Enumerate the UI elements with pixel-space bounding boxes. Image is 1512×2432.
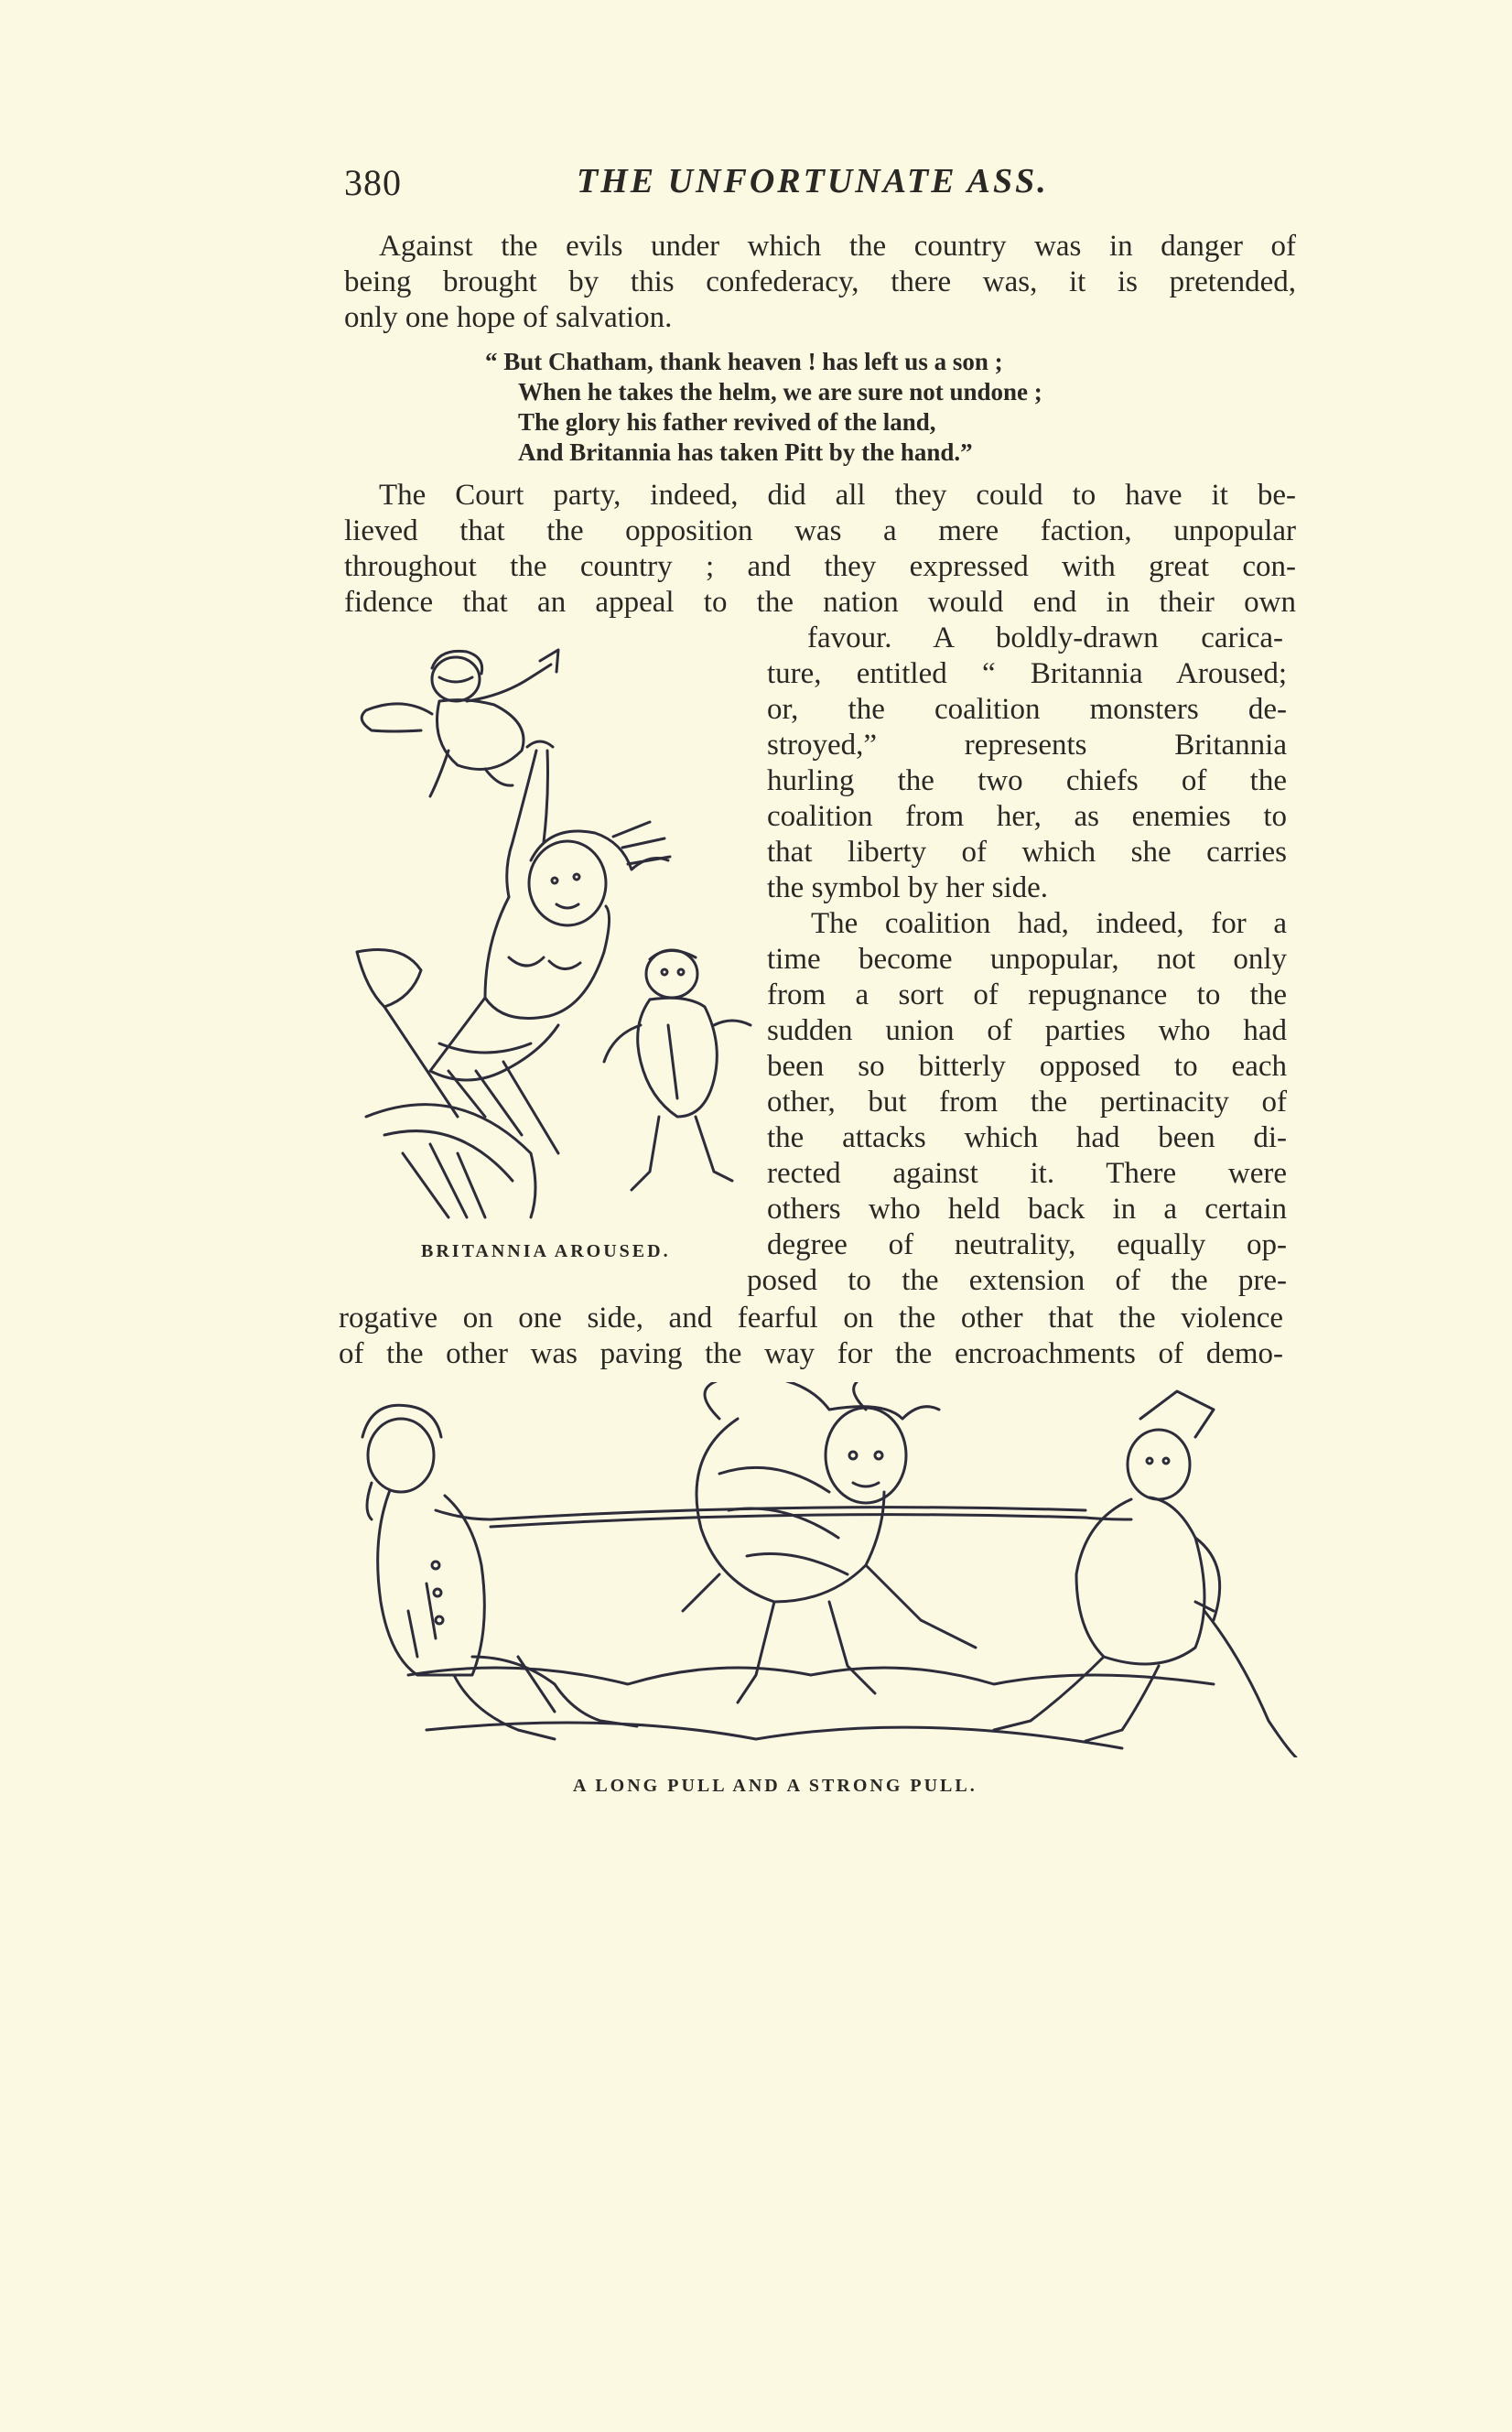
text-line: coalition from her, as enemies to: [767, 800, 1287, 833]
text-line: of the other was paving the way for the encroachments of demo-: [339, 1337, 1283, 1370]
text-line: being brought by this confederacy, there was, it is pretended,: [344, 265, 1296, 298]
long-pull-caption: A LONG PULL AND A STRONG PULL.: [573, 1776, 977, 1796]
text-line: or, the coalition monsters de-: [767, 693, 1287, 726]
verse-line: The glory his father revived of the land,: [518, 408, 936, 436]
verse-line: And Britannia has taken Pitt by the hand.”: [518, 438, 973, 466]
text-line: favour. A boldly-drawn carica-: [807, 622, 1283, 654]
text-line: sudden union of parties who had: [767, 1014, 1287, 1047]
text-line: the symbol by her side.: [767, 871, 1049, 904]
text-line: fidence that an appeal to the nation would end in their own: [344, 586, 1296, 619]
verse-line: When he takes the helm, we are sure not undone ;: [518, 378, 1042, 405]
text-line: stroyed,” represents Britannia: [767, 729, 1287, 762]
britannia-caption: BRITANNIA AROUSED.: [421, 1241, 671, 1261]
text-line: throughout the country ; and they expressed with great con-: [344, 550, 1296, 583]
text-line: that liberty of which she carries: [767, 836, 1287, 869]
text-line: other, but from the pertinacity of: [767, 1086, 1287, 1119]
text-line: time become unpopular, not only: [767, 943, 1287, 976]
text-line: others who held back in a certain: [767, 1193, 1287, 1226]
text-line: ture, entitled “ Britannia Aroused;: [767, 657, 1287, 690]
text-line: rected against it. There were: [767, 1157, 1287, 1190]
text-line: The coalition had, indeed, for a: [811, 907, 1287, 940]
text-line: rogative on one side, and fearful on the other that the violence: [339, 1302, 1283, 1335]
text-line: lieved that the opposition was a mere faction, unpopular: [344, 514, 1296, 547]
text-line: been so bitterly opposed to each: [767, 1050, 1287, 1083]
text-line: degree of neutrality, equally op-: [767, 1228, 1287, 1261]
text-line: hurling the two chiefs of the: [767, 764, 1287, 797]
text-line: Against the evils under which the country was in danger of: [379, 230, 1296, 263]
text-line: from a sort of repugnance to the: [767, 978, 1287, 1011]
text-line: the attacks which had been di-: [767, 1121, 1287, 1154]
long-pull-illustration: [335, 1382, 1305, 1757]
running-head: THE UNFORTUNATE ASS.: [577, 162, 1049, 200]
text-line: only one hope of salvation.: [344, 301, 673, 334]
page-number: 380: [344, 162, 402, 203]
verse-line: “ But Chatham, thank heaven ! has left us a son ;: [485, 348, 1003, 375]
britannia-aroused-illustration: [348, 641, 760, 1227]
text-line: posed to the extension of the pre-: [747, 1264, 1287, 1297]
text-line: The Court party, indeed, did all they could to have it be-: [379, 479, 1296, 512]
